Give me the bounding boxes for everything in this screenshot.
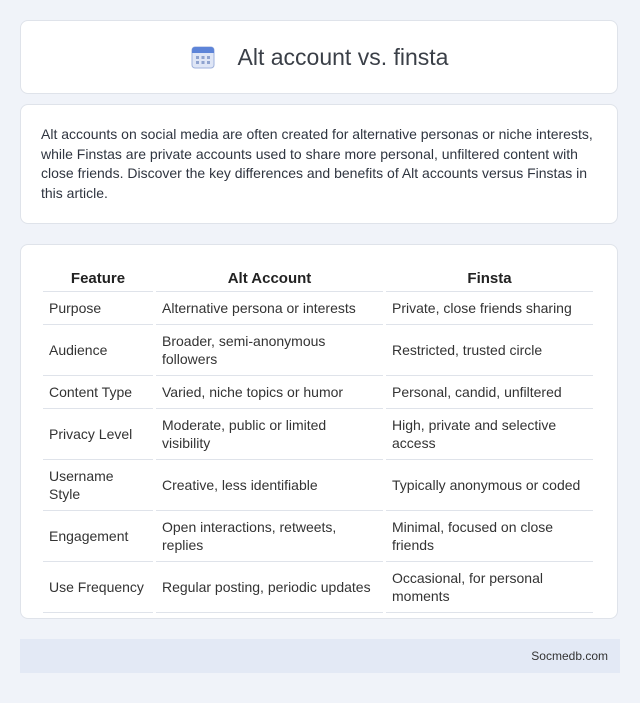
column-header: Feature	[43, 265, 153, 292]
table-row	[43, 292, 593, 325]
title-card	[20, 20, 618, 94]
page-title: Alt account vs. finsta	[237, 43, 449, 70]
column-header: Finsta	[386, 265, 593, 292]
table-row	[43, 511, 593, 562]
comparison-table	[40, 265, 596, 613]
table-cell: Minimal, focused on close friends	[386, 511, 593, 562]
table-cell: Engagement	[43, 511, 153, 562]
table-row	[43, 409, 593, 460]
table-cell: Moderate, public or limited visibility	[156, 409, 383, 460]
source-label: Socmedb.com	[531, 649, 608, 663]
table-cell: Privacy Level	[43, 409, 153, 460]
table-cell: Occasional, for personal moments	[386, 562, 593, 613]
table-cell: Username Style	[43, 460, 153, 511]
intro-text: Alt accounts on social media are often created for alternative personas or niche interests, while Finstas are private accounts used to share more personal, unfiltered content with close friends. Discover the key differences and benefits of Alt accounts versus Finstas in this article.	[41, 126, 593, 201]
table-cell: Open interactions, retweets, replies	[156, 511, 383, 562]
table-cell: Use Frequency	[43, 562, 153, 613]
table-cell: Audience	[43, 325, 153, 376]
table-cell: Typically anonymous or coded	[386, 460, 593, 511]
footer	[20, 639, 620, 673]
table-row	[43, 376, 593, 409]
table-cell: Private, close friends sharing	[386, 292, 593, 325]
table-row	[43, 325, 593, 376]
column-header: Alt Account	[156, 265, 383, 292]
table-cell: Regular posting, periodic updates	[156, 562, 383, 613]
calendar-icon	[190, 44, 216, 70]
table-cell: Alternative persona or interests	[156, 292, 383, 325]
table-cell: Restricted, trusted circle	[386, 325, 593, 376]
table-row	[43, 460, 593, 511]
table-cell: Varied, niche topics or humor	[156, 376, 383, 409]
table-card	[20, 244, 618, 619]
table-cell: Purpose	[43, 292, 153, 325]
table-cell: Creative, less identifiable	[156, 460, 383, 511]
table-cell: Content Type	[43, 376, 153, 409]
intro-card	[20, 104, 618, 224]
table-cell: Personal, candid, unfiltered	[386, 376, 593, 409]
table-cell: High, private and selective access	[386, 409, 593, 460]
table-header-row	[43, 265, 593, 292]
table-cell: Broader, semi-anonymous followers	[156, 325, 383, 376]
table-row	[43, 562, 593, 613]
